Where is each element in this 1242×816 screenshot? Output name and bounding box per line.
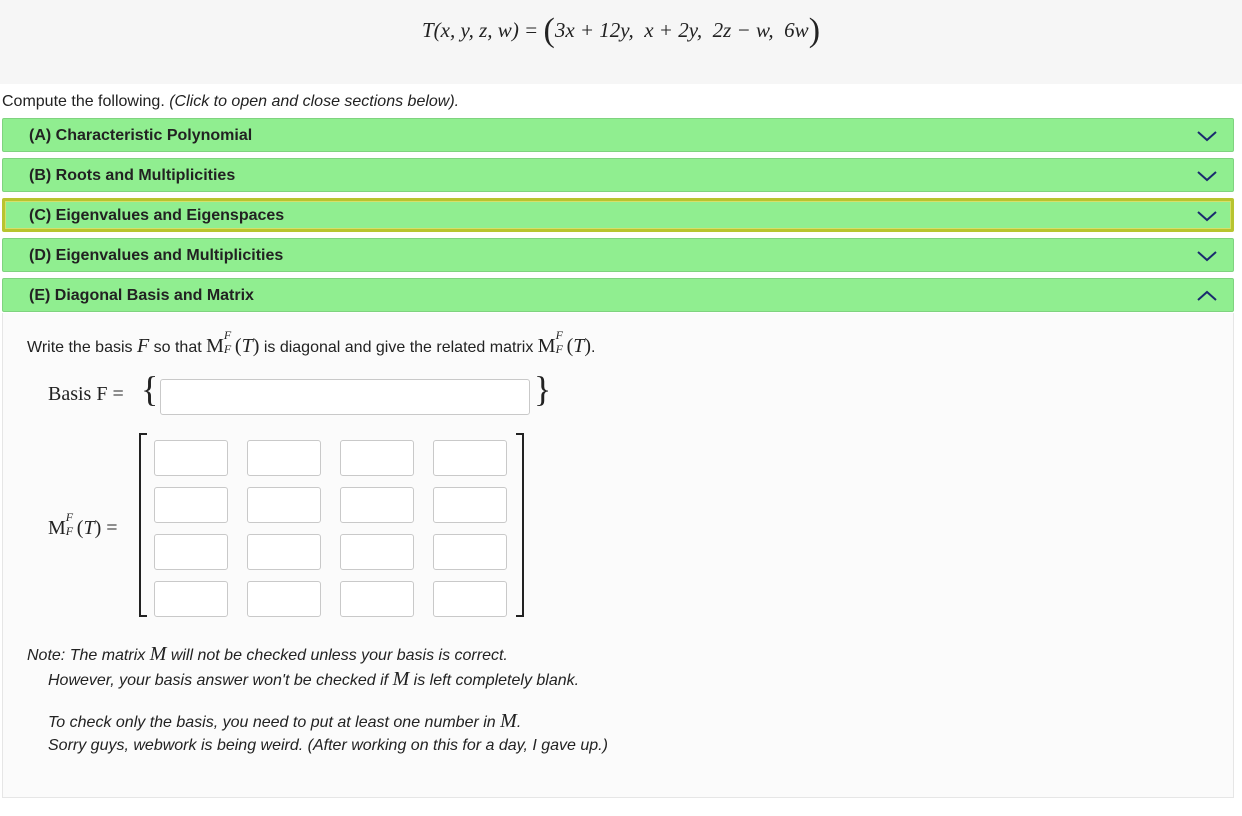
matrix-cell-r1-c2[interactable]	[247, 440, 321, 476]
intro-hint: (Click to open and close sections below).	[169, 93, 460, 110]
formula-component-4: 6w	[784, 18, 809, 42]
section-d-header[interactable]	[2, 238, 1234, 272]
matrix-cell-r2-c1[interactable]	[154, 487, 228, 523]
chevron-down-icon	[1195, 247, 1219, 265]
section-c-header[interactable]	[2, 198, 1234, 232]
matrix-cell-r4-c3[interactable]	[340, 581, 414, 617]
matrix-cell-r3-c2[interactable]	[247, 534, 321, 570]
matrix-cell-r3-c4[interactable]	[433, 534, 507, 570]
chevron-up-icon	[1195, 287, 1219, 305]
matrix-cell-r1-c3[interactable]	[340, 440, 414, 476]
formula-component-1: 3x + 12y,	[554, 18, 634, 42]
basis-input[interactable]	[160, 379, 530, 415]
matrix-cell-r3-c3[interactable]	[340, 534, 414, 570]
instructions	[2, 93, 459, 111]
section-b-header[interactable]	[2, 158, 1234, 192]
chevron-down-icon	[1195, 167, 1219, 185]
matrix-cell-r1-c1[interactable]	[154, 440, 228, 476]
matrix-cell-r4-c4[interactable]	[433, 581, 507, 617]
section-e-header[interactable]	[2, 278, 1234, 312]
note-line-4: Sorry guys, webwork is being weird. (After working on this for a day, I gave up.)	[48, 737, 608, 754]
matrix-bracket-right	[516, 433, 524, 617]
formula-component-2: x + 2y,	[644, 18, 703, 42]
matrix-label: M F F (T) =	[48, 510, 118, 539]
matrix-cell-r3-c1[interactable]	[154, 534, 228, 570]
paren-left: (	[543, 12, 555, 49]
section-d-label: (D) Eigenvalues and Multiplicities	[29, 247, 284, 264]
section-b-label: (B) Roots and Multiplicities	[29, 167, 236, 184]
intro-text: Compute the following.	[2, 93, 170, 110]
note-line-3: To check only the basis, you need to put at least one number in M.	[48, 710, 522, 732]
basis-label: Basis F =	[48, 383, 124, 405]
section-a-header[interactable]	[2, 118, 1234, 152]
formula-text	[0, 14, 1242, 48]
matrix-cell-r2-c4[interactable]	[433, 487, 507, 523]
brace-close: }	[534, 369, 552, 409]
matrix-cell-r2-c2[interactable]	[247, 487, 321, 523]
formula-component-3: 2z − w,	[712, 18, 774, 42]
panel-instruction: Write the basis F so that M F F (T) is diagonal and give the related matrix M F F (T).	[27, 328, 596, 357]
section-c-label: (C) Eigenvalues and Eigenspaces	[29, 207, 285, 224]
chevron-down-icon	[1195, 207, 1219, 225]
brace-open: {	[141, 369, 159, 409]
matrix-cell-r4-c2[interactable]	[247, 581, 321, 617]
paren-right: )	[808, 12, 821, 49]
matrix-cell-r1-c4[interactable]	[433, 440, 507, 476]
section-a-label: (A) Characteristic Polynomial	[29, 127, 253, 144]
matrix-cell-r4-c1[interactable]	[154, 581, 228, 617]
note-line-2: However, your basis answer won't be checked if M is left completely blank.	[48, 668, 580, 690]
note-line-1: Note: The matrix M will not be checked unless your basis is correct.	[27, 643, 508, 665]
function-definition	[0, 0, 1242, 84]
chevron-down-icon	[1195, 127, 1219, 145]
matrix-cell-r2-c3[interactable]	[340, 487, 414, 523]
section-e-label: (E) Diagonal Basis and Matrix	[29, 287, 254, 304]
section-e-panel	[2, 313, 1234, 798]
matrix-bracket-left	[139, 433, 147, 617]
formula-lhs: T(x, y, z, w) =	[421, 18, 539, 42]
